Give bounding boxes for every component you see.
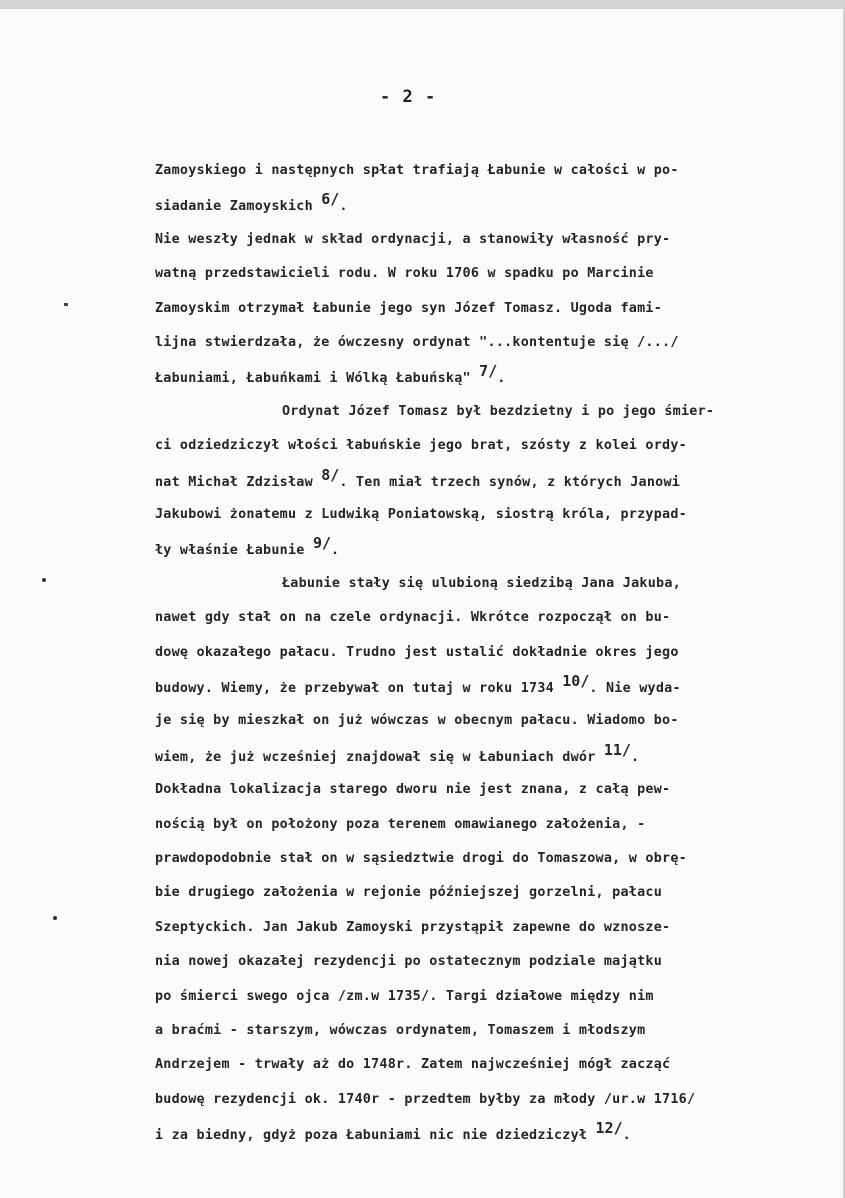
footnote-reference: 9/ [312,534,331,552]
line-text: Dokładna lokalizacja starego dworu nie jest znana, z całą pew- [155,782,671,797]
margin-mark [53,916,57,920]
line-text-continuation: . [622,1128,631,1143]
text-line [155,505,835,525]
text-line [155,1119,835,1146]
text-line [155,362,835,389]
text-line [155,466,835,493]
line-text: ci odziedziczył włości łabuńskie jego brat, szósty z kolei ordy- [155,438,687,453]
line-text: Nie weszły jednak w skład ordynacji, a stanowiły własność pry- [155,232,671,247]
text-line [155,883,835,903]
text-line [155,534,835,561]
footnote-reference: 10/ [562,672,590,690]
footnote-reference: 7/ [479,362,498,380]
text-line [155,918,835,938]
line-text: Łabuniami, Łabuńkami i Wólką Łabuńską" [155,371,480,386]
line-text: Jakubowi żonatemu z Ludwiką Poniatowską, siostrą króla, przypad- [155,507,687,522]
line-text-continuation: . [630,750,640,765]
line-text: budowy. Wiemy, że przebywał on tutaj w roku 1734 [155,681,563,696]
margin-mark [64,303,68,306]
footnote-reference: 12/ [595,1119,623,1137]
text-line [155,780,835,800]
line-text: nością był on położony poza terenem omawianego założenia, - [155,817,646,832]
line-text: dowę okazałego pałacu. Trudno jest ustalić dokładnie okres jego [155,645,679,660]
line-text-continuation: . Nie wyda- [589,681,681,696]
text-line [155,987,835,1007]
text-line [155,190,835,217]
text-line [155,711,835,731]
text-line [155,643,835,663]
text-line [155,161,835,181]
line-text: prawdopodobnie stał on w sąsiedztwie drogi do Tomaszowa, w obrę- [155,851,687,866]
line-text: bie drugiego założenia w rejonie późniejszej gorzelni, pałacu [155,885,663,900]
line-text: i za biedny, gdyż poza Łabuniami nic nie dziedziczył [155,1128,596,1143]
line-text: Szeptyckich. Jan Jakub Zamoyski przystąpił zapewne do wznosze- [155,920,671,935]
line-text: Ordynat Józef Tomasz był bezdzietny i po jego śmier- [282,404,715,419]
line-text: Łabunie stały się ulubioną siedzibą Jana Jakuba, [282,576,681,591]
line-text: Zamoyskim otrzymał Łabunie jego syn Józef Tomasz. Ugoda fami- [155,301,663,316]
text-line [155,1021,835,1041]
line-text: lijna stwierdzała, że ówczesny ordynat "...kontentuje się /.../ [155,335,679,350]
line-text: wiem, że już wcześniej znajdował się w Łabuniach dwór [155,750,604,765]
scan-top-edge [0,0,845,9]
line-text: siadanie Zamoyskich [155,199,322,214]
line-text: ły właśnie Łabunie [155,543,313,558]
text-line [155,1055,835,1075]
margin-mark [42,578,46,582]
footnote-reference: 8/ [321,466,340,484]
line-text: je się by mieszkał on już wówczas w obecnym pałacu. Wiadomo bo- [155,713,679,728]
text-line [282,402,842,422]
text-line [155,1090,835,1110]
text-line [155,849,835,869]
text-line [155,299,835,319]
line-text-continuation: . Ten miał trzech synów, z których Janowi [339,475,681,490]
line-text-continuation: . [331,543,340,558]
text-line [155,952,835,972]
line-text: nawet gdy stał on na czele ordynacji. Wkrótce rozpoczął on bu- [155,610,671,625]
text-line [155,608,835,628]
line-text: a braćmi - starszym, wówczas ordynatem, Tomaszem i młodszym [155,1023,646,1038]
line-text: Zamoyskiego i następnych spłat trafiają Łabunie w całości w po- [155,163,679,178]
page-number: - 2 - [380,87,437,107]
line-text: nia nowej okazałej rezydencji po ostatecznym podziale majątku [155,954,663,969]
text-line [155,230,835,250]
footnote-reference: 11/ [603,741,631,759]
text-line [155,672,835,699]
line-text-continuation: . [339,199,348,214]
text-line [155,815,835,835]
line-text-continuation: . [497,371,506,386]
text-line [282,574,842,594]
footnote-reference: 6/ [321,190,340,208]
text-line [155,333,835,353]
line-text: watną przedstawicieli rodu. W roku 1706 w spadku po Marcinie [155,266,654,281]
line-text: Andrzejem - trwały aż do 1748r. Zatem najwcześniej mógł zacząć [155,1057,671,1072]
text-line [155,436,835,456]
line-text: nat Michał Zdzisław [155,475,322,490]
line-text: po śmierci swego ojca /zm.w 1735/. Targi działowe między nim [155,989,654,1004]
text-line [155,264,835,284]
line-text: budowę rezydencji ok. 1740r - przedtem byłby za młody /ur.w 1716/ [155,1092,696,1107]
text-line [155,741,835,768]
